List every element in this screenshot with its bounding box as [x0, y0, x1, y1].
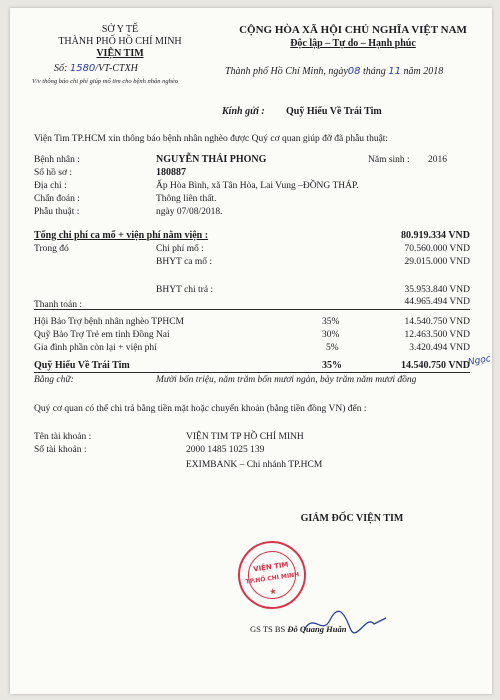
recipient-name: Quỹ Hiểu Về Trái Tim	[286, 106, 382, 117]
account-number: 2000 1485 1025 139	[186, 445, 265, 455]
sponsor-3-pct: 5%	[326, 343, 339, 353]
sponsor-1-name: Hội Bảo Trợ bệnh nhân nghèo TPHCM	[34, 317, 184, 327]
org-line-2: THÀNH PHỐ HỒ CHÍ MINH	[58, 36, 182, 47]
surgery-label: Phẫu thuật :	[34, 207, 80, 217]
sponsor-3-name: Gia đình phần còn lại + viện phí	[34, 343, 157, 353]
fund-pct: 35%	[322, 360, 342, 371]
doc-number-suffix: /VT-CTXH	[95, 63, 138, 74]
signer-line	[250, 624, 346, 634]
fund-amount: 14.540.750 VND	[401, 360, 470, 371]
stamp-text-top: VIỆN TIM	[252, 560, 289, 574]
date-year: năm 2018	[403, 66, 444, 77]
date-prefix: Thành phố Hồ Chí Minh, ngày	[225, 66, 348, 77]
account-name: VIỆN TIM TP HỒ CHÍ MINH	[186, 432, 304, 442]
surgery-cost: 70.560.000 VND	[404, 244, 470, 254]
diagnosis: Thông liên thất.	[156, 194, 217, 204]
doc-number-prefix: Số:	[54, 63, 68, 74]
file-number: 180887	[156, 167, 186, 178]
org-line-1: SỞ Y TẾ	[101, 24, 139, 35]
date-month: 11	[388, 66, 402, 77]
birth-year-label: Năm sinh :	[368, 155, 410, 165]
total-cost-label: Tổng chi phí ca mổ + viện phí nằm viện :	[34, 230, 209, 241]
file-number-label: Số hồ sơ :	[34, 168, 73, 178]
account-name-label: Tên tài khoản :	[34, 432, 92, 442]
org-line-3: VIỆN TIM	[96, 48, 144, 59]
account-number-label: Số tài khoản :	[34, 445, 87, 455]
fund-initials-handwritten: Ngọc	[467, 354, 492, 368]
stamp-star-icon: ★	[268, 586, 278, 597]
sponsor-2-name: Quỹ Bảo Trợ Trẻ em tỉnh Đồng Nai	[34, 330, 170, 340]
director-title: GIÁM ĐỐC VIỆN TIM	[300, 513, 404, 524]
sponsor-2-pct: 30%	[322, 330, 340, 340]
surgery-cost-label: Chi phí mổ :	[156, 244, 204, 254]
doc-number-handwritten: 1580	[69, 63, 96, 74]
bank-name: EXIMBANK – Chi nhánh TP.HCM	[186, 460, 323, 470]
patient-name-label: Bệnh nhân :	[34, 155, 80, 165]
intro-text: Viện Tim TP.HCM xin thông báo bệnh nhân nghèo được Quý cơ quan giúp đỡ đã phẫu thuật:	[34, 134, 389, 144]
date-month-label: tháng	[363, 66, 386, 77]
doc-subject: V/v thông báo chi phí giúp mổ tim cho bệnh nhân nghèo	[32, 78, 179, 85]
fund-name: Quỹ Hiểu Về Trái Tim	[34, 360, 130, 371]
bhyt-pay-label: BHYT chi trả :	[156, 285, 214, 295]
total-cost: 80.919.334 VND	[401, 230, 470, 241]
recipient-label: Kính gửi :	[222, 106, 265, 117]
payment-label: Thanh toán :	[34, 300, 83, 310]
date-day: 08	[347, 66, 361, 77]
sponsor-1-pct: 35%	[322, 317, 340, 327]
bhyt-surgery: 29.015.000 VND	[404, 257, 470, 267]
amount-in-words: Mười bốn triệu, năm trăm bốn mươi ngàn, bảy trăm năm mươi đồng	[156, 375, 417, 385]
stamp-text-bottom: TP.HỒ CHÍ MINH	[245, 571, 300, 586]
surgery-date: ngày 07/08/2018.	[156, 207, 223, 217]
signer-prefix: GS TS BS	[250, 624, 286, 634]
payment-amount: 44.965.494 VND	[404, 297, 470, 307]
transfer-note: Quý cơ quan có thể chi trả bằng tiền mặt hoặc chuyển khoản (bằng tiền đồng VN) đến :	[34, 404, 367, 414]
address-label: Địa chỉ :	[34, 181, 67, 191]
patient-name: NGUYỄN THÁI PHONG	[156, 154, 267, 165]
amount-in-words-label: Bằng chữ:	[34, 375, 74, 385]
address: Ấp Hòa Bình, xã Tân Hòa, Lai Vung –ĐỒNG THÁP.	[156, 181, 359, 191]
bhyt-pay: 35.953.840 VND	[404, 285, 470, 295]
doc-number	[54, 63, 138, 74]
payment-divider	[34, 309, 470, 310]
nation-motto: Độc lập – Tự do – Hạnh phúc	[290, 38, 416, 49]
diagnosis-label: Chẩn đoán :	[34, 194, 80, 204]
signer-name: Đỗ Quang Huân	[287, 624, 347, 634]
sponsor-3-amount: 3.420.494 VND	[409, 343, 470, 353]
birth-year: 2016	[428, 155, 447, 165]
document-date	[225, 66, 443, 77]
detail-label: Trong đó	[34, 244, 69, 254]
sponsor-1-amount: 14.540.750 VND	[404, 317, 470, 327]
document-page	[10, 8, 492, 694]
official-stamp	[234, 537, 311, 614]
nation-title: CỘNG HÒA XÃ HỘI CHỦ NGHĨA VIỆT NAM	[239, 24, 467, 36]
sponsor-2-amount: 12.463.500 VND	[404, 330, 470, 340]
fund-divider	[34, 372, 470, 373]
bhyt-surgery-label: BHYT ca mổ :	[156, 257, 213, 267]
